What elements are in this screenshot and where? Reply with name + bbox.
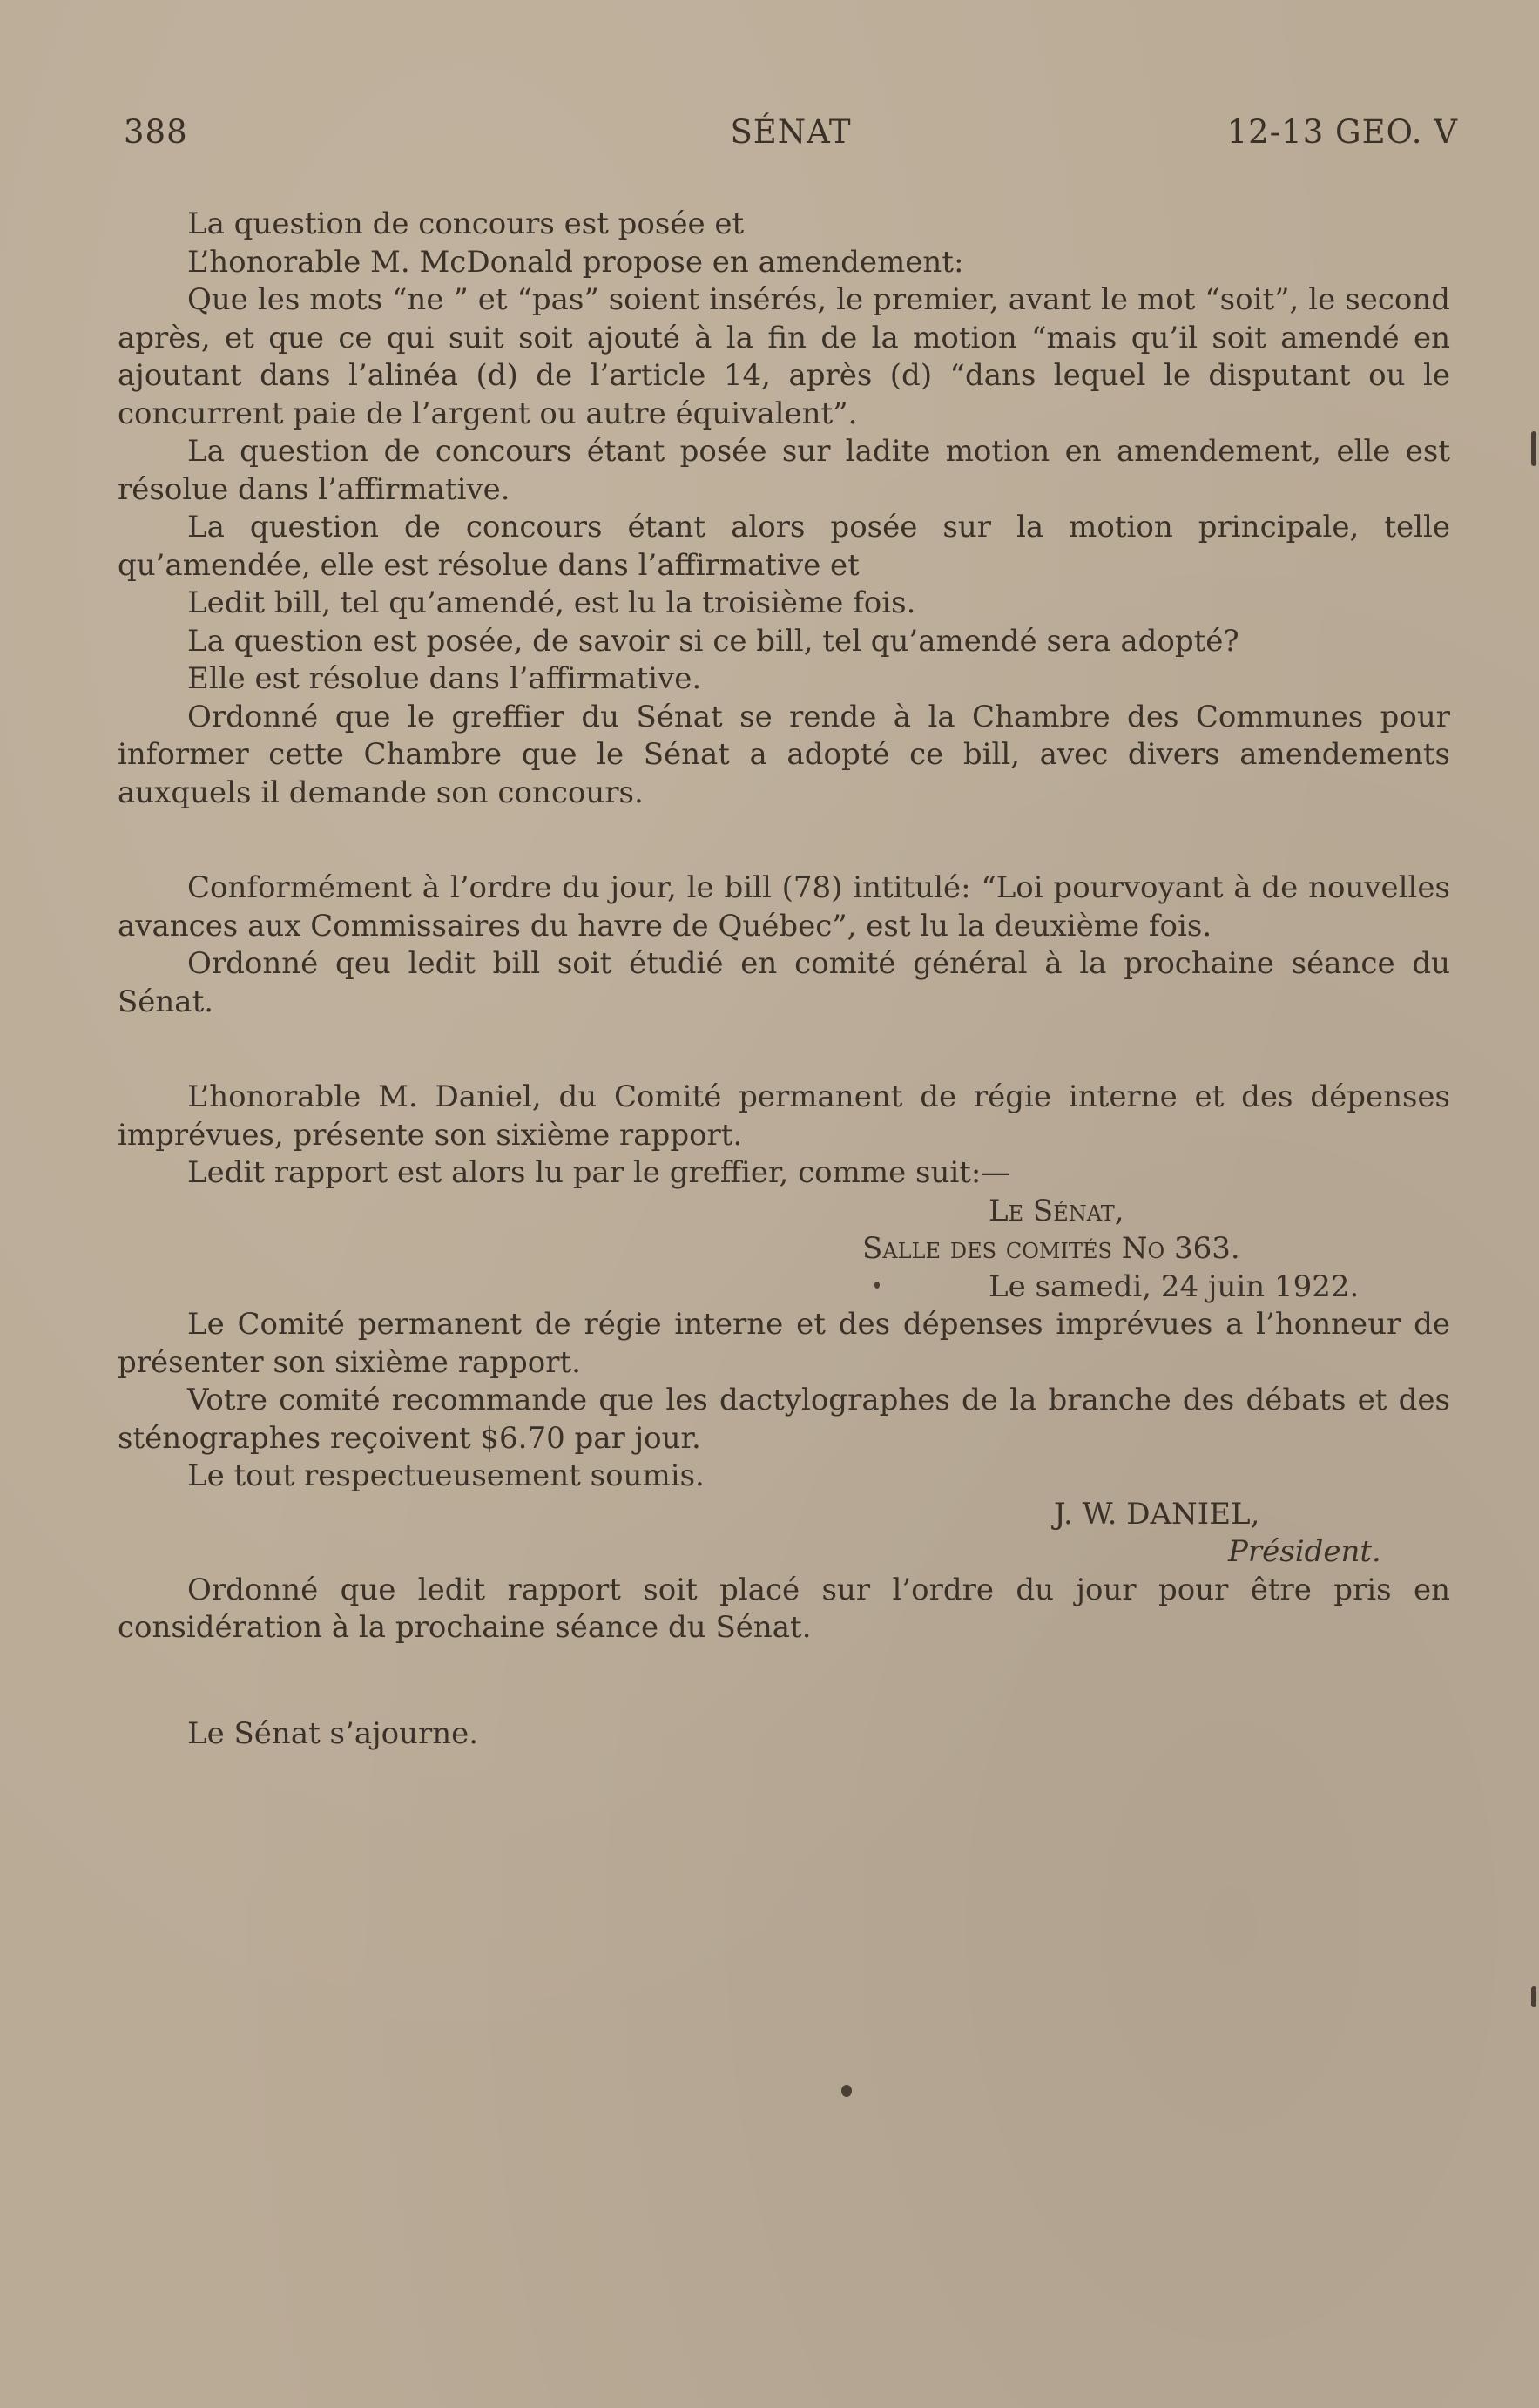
paragraph: Ordonné que le greffier du Sénat se rende à la Chambre des Communes pour informer cette Chambre que le Sénat a adopté ce bill, avec divers amendements auxquels il demande son concours. <box>118 699 1450 810</box>
paragraph: La question de concours est posée et <box>187 206 745 241</box>
paragraph: Conformément à l’ordre du jour, le bill (78) intitulé: “Loi pourvoyant à de nouvelles avances aux Commissaires du havre de Québec”, est lu la deuxième fois. <box>118 870 1450 944</box>
section-gap <box>118 1021 1450 1079</box>
paragraph: Ordonné qeu ledit bill soit étudié en comité général à la prochaine séance du Sénat. <box>118 946 1450 1019</box>
report-date: Le samedi, 24 juin 1922. <box>989 1268 1360 1304</box>
session-label: 12-13 GEO. V <box>1226 113 1458 151</box>
paragraph: L’honorable M. McDonald propose en amendement: <box>187 244 964 280</box>
paper-speck <box>874 1282 880 1289</box>
page-body <box>118 206 1450 1753</box>
paragraph: La question est posée, de savoir si ce bill, tel qu’amendé sera adopté? <box>187 623 1239 659</box>
report-address-line-1: Le Sénat, <box>989 1193 1124 1228</box>
closing-line: Le Sénat s’ajourne. <box>187 1715 479 1751</box>
paragraph: Que les mots “ne ” et “pas” soient insérés, le premier, avant le mot “soit”, le second après, et que ce qui suit soit ajouté à la fin de la motion “mais qu’il soit amendé en ajoutant dans l’alinéa (d) de l’article 14, après (d) “dans lequel le disputant ou le concurrent paie de l’argent ou autre équivalent”. <box>118 282 1450 431</box>
signature-name: J. W. DANIEL, <box>1054 1496 1260 1532</box>
signature-title: Président. <box>1228 1534 1381 1569</box>
report-address-line-2: Salle des comités No 363. <box>862 1231 1240 1266</box>
paragraph: L’honorable M. Daniel, du Comité permanent de régie interne et des dépenses imprévues, présente son sixième rapport. <box>118 1079 1450 1153</box>
paper-speck <box>1531 1986 1536 2007</box>
paper-speck <box>841 2085 852 2097</box>
paragraph: Ledit bill, tel qu’amendé, est lu la troisième fois. <box>187 585 916 620</box>
paragraph: Votre comité recommande que les dactylographes de la branche des débats et des sténographes reçoivent $6.70 par jour. <box>118 1383 1450 1456</box>
page-header <box>124 113 1458 157</box>
paragraph: Le Comité permanent de régie interne et des dépenses imprévues a l’honneur de présenter son sixième rapport. <box>118 1307 1450 1380</box>
page-title: SÉNAT <box>730 113 852 151</box>
paragraph: Elle est résolue dans l’affirmative. <box>187 661 702 696</box>
paragraph: Ordonné que ledit rapport soit placé sur l’ordre du jour pour être pris en considération à la prochaine séance du Sénat. <box>118 1572 1450 1645</box>
paper-speck <box>1531 431 1536 466</box>
paragraph: La question de concours étant posée sur ladite motion en amendement, elle est résolue dans l’affirmative. <box>118 434 1450 507</box>
paragraph: Ledit rapport est alors lu par le greffier, comme suit:— <box>187 1155 1011 1190</box>
paragraph: Le tout respectueusement soumis. <box>187 1458 705 1493</box>
section-gap <box>118 812 1450 869</box>
section-gap <box>118 1647 1450 1715</box>
page-number: 388 <box>124 113 188 151</box>
paragraph: La question de concours étant alors posée sur la motion principale, telle qu’amendée, elle est résolue dans l’affirmative et <box>118 510 1450 583</box>
